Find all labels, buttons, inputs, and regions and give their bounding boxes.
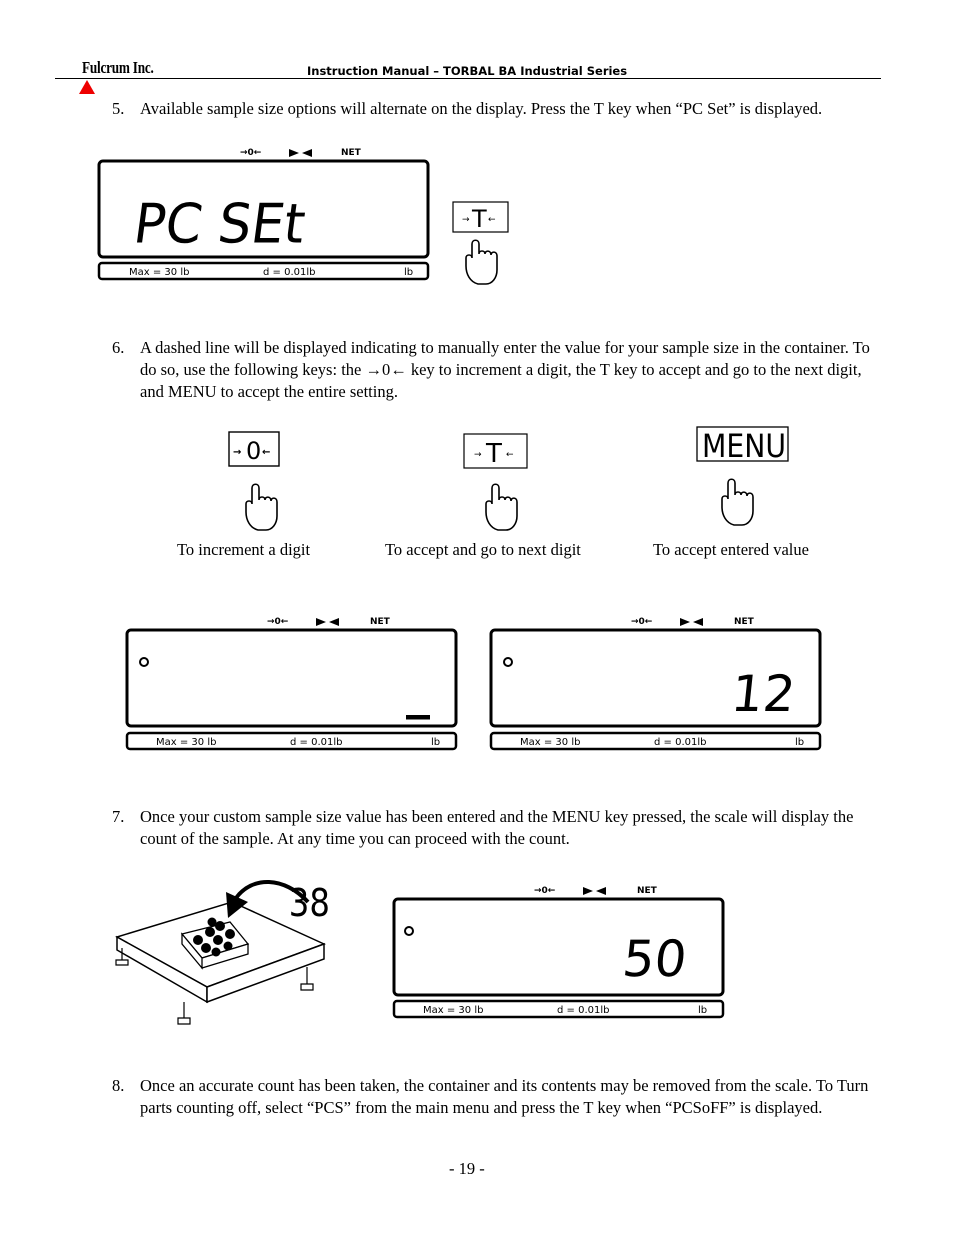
- net-indicator: NET: [637, 886, 657, 896]
- lcd-value-12: 12: [728, 664, 799, 723]
- spec-d: d = 0.01lb: [654, 737, 707, 748]
- net-indicator: NET: [370, 617, 390, 627]
- display-indicators: [240, 148, 362, 158]
- step-5-text: Available sample size options will alternate on the display. Press the T key when “PC Set” is displayed.: [140, 99, 823, 118]
- spec-max: Max = 30 lb: [156, 737, 217, 748]
- spec-max: Max = 30 lb: [129, 267, 190, 278]
- arrow-right-icon: →: [474, 450, 482, 460]
- stable-indicator-icon: [583, 887, 606, 895]
- stable-indicator-icon: [316, 618, 339, 626]
- pointing-hand-icon: [466, 240, 497, 284]
- step-7-number: 7.: [112, 807, 125, 826]
- foot-icon: [301, 967, 313, 990]
- spec-unit: lb: [431, 737, 441, 748]
- net-indicator: NET: [341, 148, 361, 158]
- step-6-number: 6.: [112, 338, 125, 357]
- scale-display-dash: [124, 613, 461, 753]
- step-7-text: Once your custom sample size value has been entered and the MENU key pressed, the scale will display the count of the sample. At any time you can proceed with the count.: [140, 807, 854, 848]
- company-logo: Fulcrum Inc.: [82, 58, 154, 77]
- tare-key-label: T: [486, 439, 502, 469]
- step-8-text: Once an accurate count has been taken, the container and its contents may be removed from the scale. To Turn parts counting off, select “PCS” from the main menu and press the T key when “PCSoFF” is displayed.: [140, 1076, 869, 1117]
- zero-key-press[interactable]: [224, 428, 288, 534]
- lcd-value-pc-set: PC SEt: [130, 191, 310, 256]
- spec-max: Max = 30 lb: [520, 737, 581, 748]
- spec-d: d = 0.01lb: [557, 1005, 610, 1016]
- caption-accept-value: To accept entered value: [653, 540, 809, 559]
- step-5-number: 5.: [112, 99, 125, 118]
- scale-display-12: [488, 613, 825, 753]
- zero-key-label: 0: [246, 437, 262, 465]
- arrow-right-icon: →: [233, 447, 242, 458]
- page-number: - 19 -: [449, 1159, 485, 1178]
- menu-key-label: MENU: [702, 427, 786, 465]
- stable-indicator-icon: [289, 149, 312, 157]
- caption-increment: To increment a digit: [177, 540, 311, 559]
- header-title: Instruction Manual – TORBAL BA Industrial Series: [307, 64, 628, 78]
- tare-key-press-2[interactable]: [460, 430, 532, 534]
- arrow-left-icon: ←: [488, 215, 496, 225]
- red-triangle-icon: [79, 80, 95, 94]
- scale-display-pc-set: [97, 145, 432, 285]
- lcd-value-50: 50: [619, 929, 690, 988]
- tare-key-press[interactable]: [448, 198, 512, 290]
- zero-indicator: →0←: [534, 886, 556, 896]
- pointing-hand-icon: [246, 484, 277, 530]
- spec-unit: lb: [698, 1005, 708, 1016]
- pointing-hand-icon: [486, 484, 517, 530]
- lcd-value-dash: _: [406, 664, 430, 720]
- pointing-hand-icon: [722, 479, 753, 525]
- zero-indicator: →0←: [267, 617, 289, 627]
- foot-icon: [178, 1002, 190, 1024]
- arrow-right-icon: →: [462, 215, 470, 225]
- spec-d: d = 0.01lb: [290, 737, 343, 748]
- step-8-number: 8.: [112, 1076, 125, 1095]
- zero-indicator: →0←: [631, 617, 653, 627]
- header-rule: [55, 78, 881, 79]
- tare-key-label: T: [472, 205, 487, 233]
- arrow-left-icon: ←: [506, 450, 514, 460]
- scale-display-50: [391, 882, 728, 1022]
- arrow-left-icon: ←: [262, 447, 271, 458]
- zero-indicator: →0←: [240, 148, 262, 158]
- spec-max: Max = 30 lb: [423, 1005, 484, 1016]
- spec-unit: lb: [795, 737, 805, 748]
- spec-d: d = 0.01lb: [263, 267, 316, 278]
- stable-indicator-icon: [680, 618, 703, 626]
- scale-platform-illustration: [112, 872, 372, 1032]
- step-6-text: A dashed line will be displayed indicating to manually enter the value for your sample size in the container. To do so, use the following keys: the →0← key to increment a digit, the T key to accept and go to the next digit, and MENU to accept the entire setting.: [140, 338, 870, 401]
- spec-unit: lb: [404, 267, 414, 278]
- count-label: 38: [288, 881, 330, 926]
- caption-accept-next: To accept and go to next digit: [385, 540, 581, 559]
- menu-key-press[interactable]: [694, 424, 794, 530]
- net-indicator: NET: [734, 617, 754, 627]
